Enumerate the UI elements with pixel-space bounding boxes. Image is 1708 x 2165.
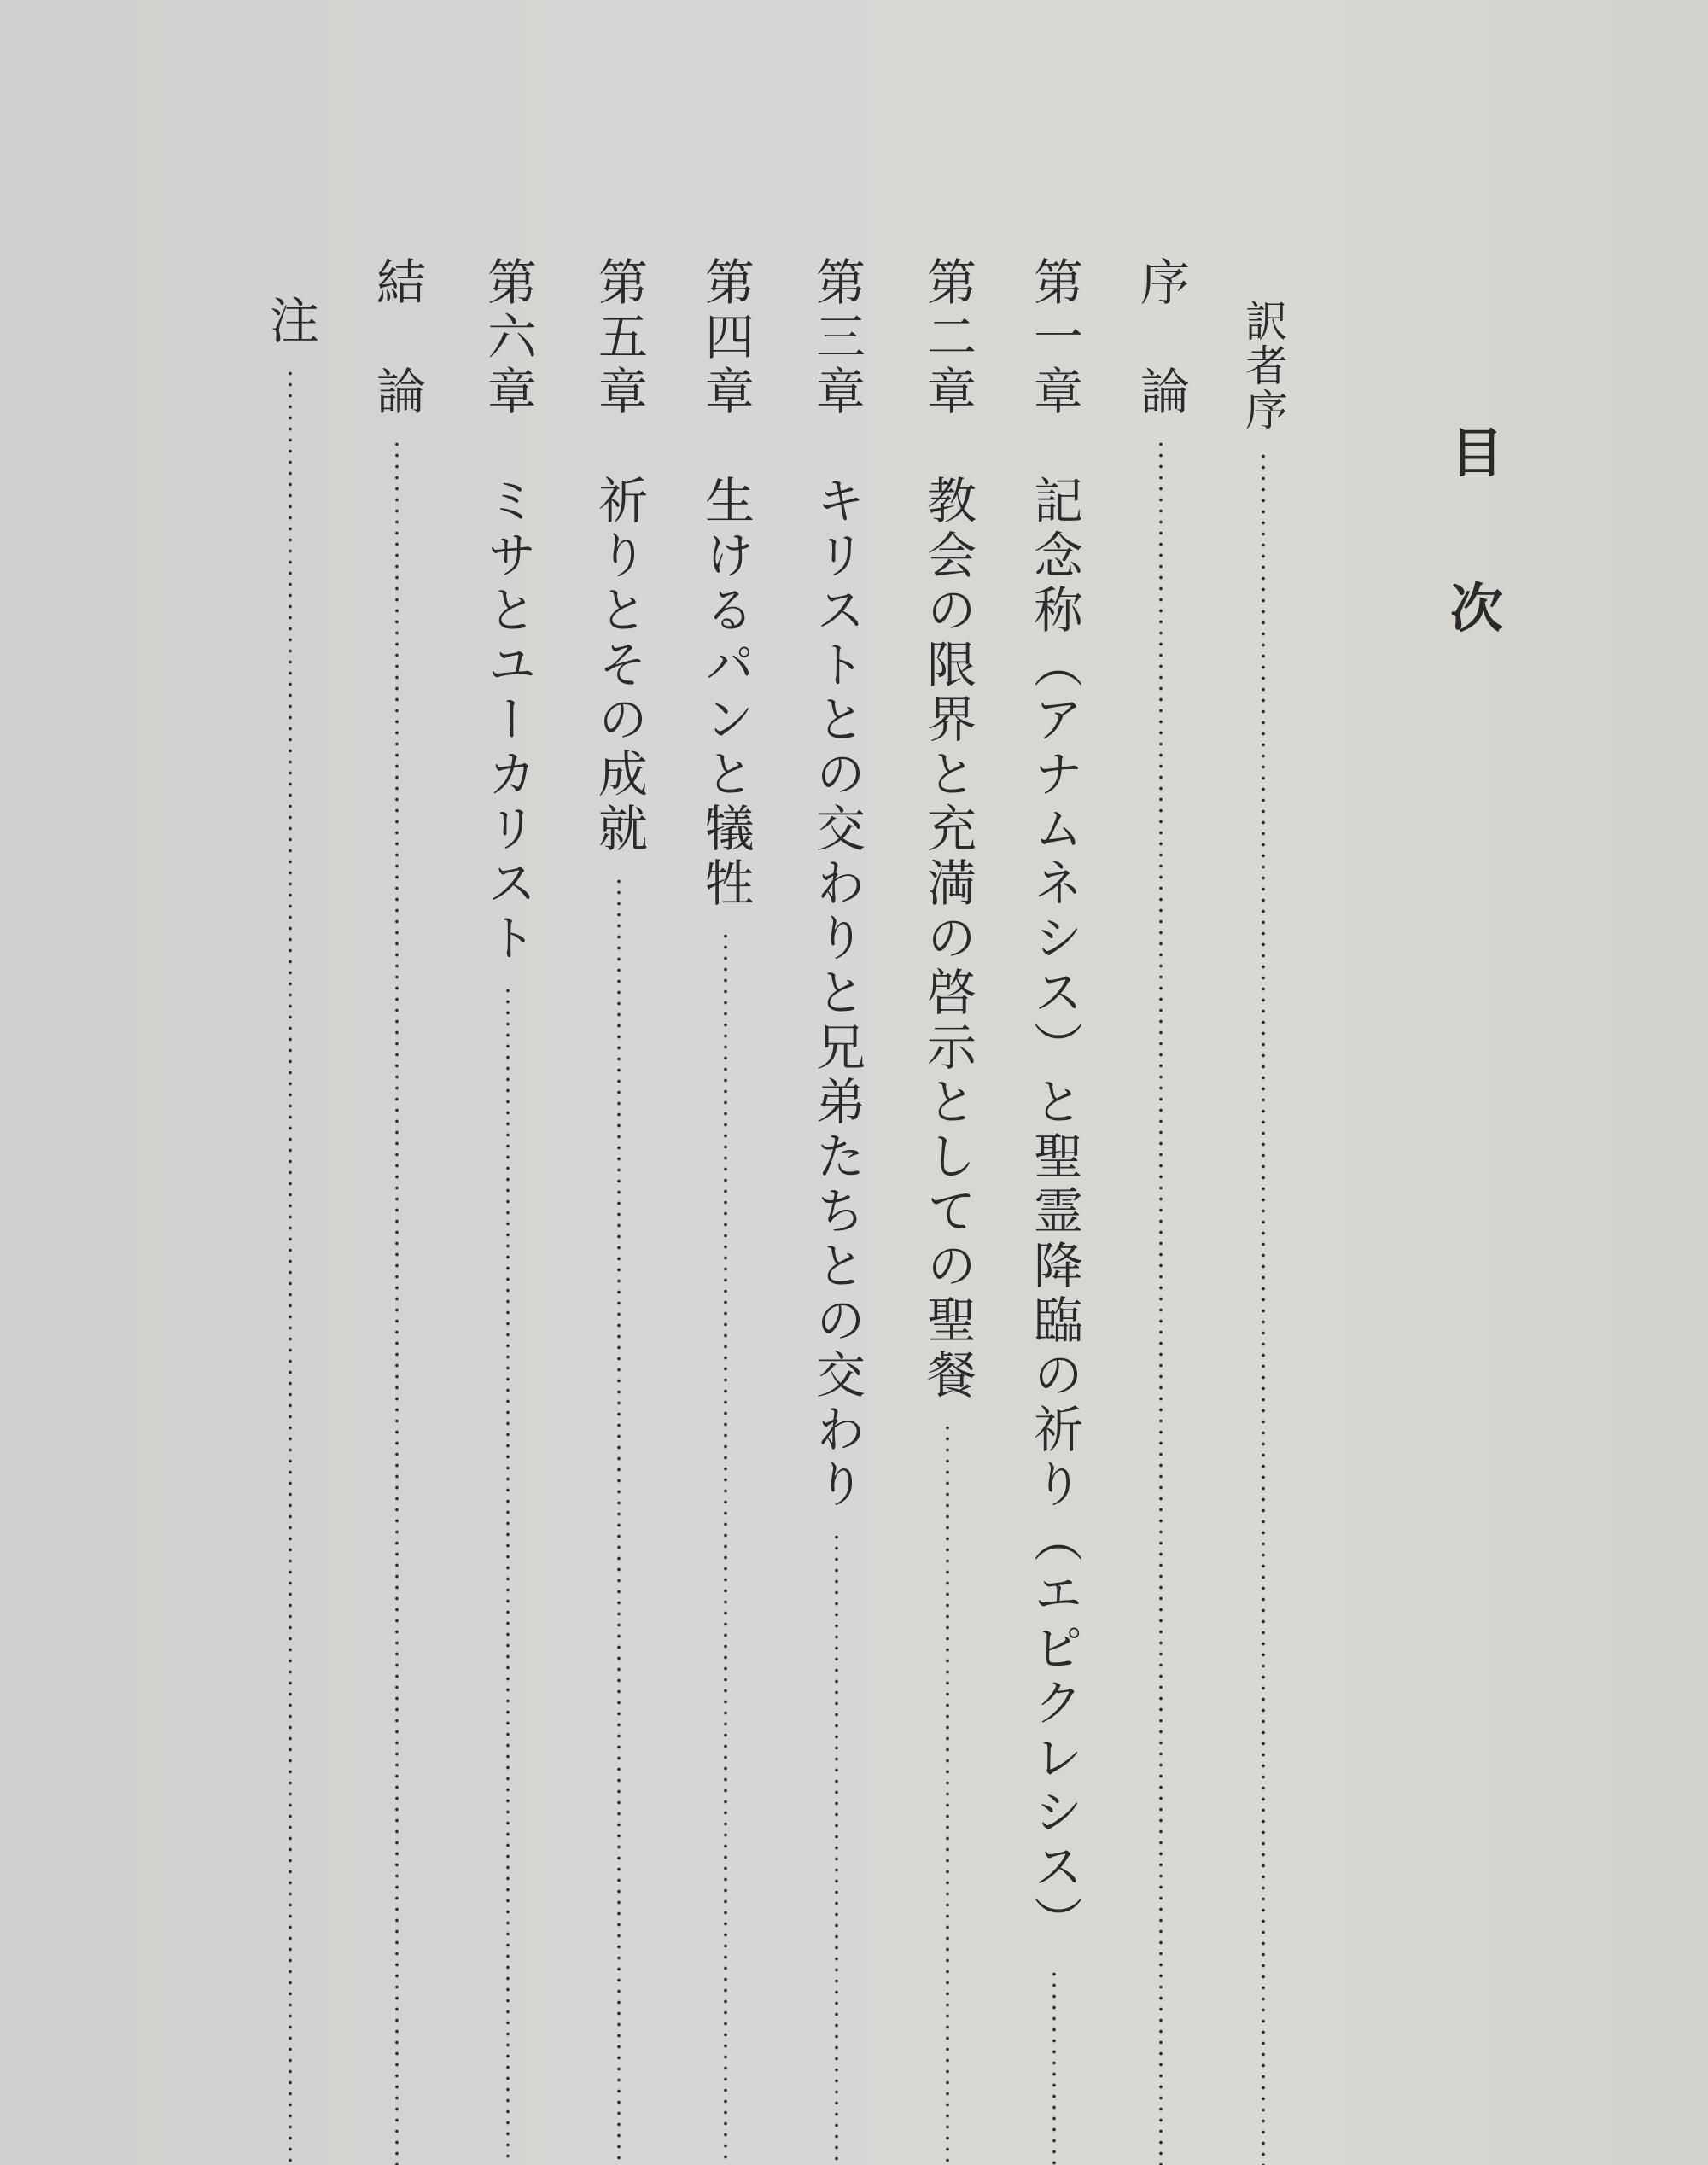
dot-leader (506, 985, 510, 2165)
dot-leader (1052, 1969, 1056, 2165)
toc-entry-label: 第一章 記念称（アナムネシス）と聖霊降臨の祈り（エピクレシス） (1025, 256, 1083, 1950)
toc-entry-label: 第四章 生けるパンと犠牲 (697, 256, 755, 912)
dot-leader (724, 931, 727, 2165)
toc-entry-notes[interactable] (252, 295, 329, 2165)
dot-leader (395, 439, 399, 2165)
toc-entry-conclusion[interactable] (359, 256, 435, 2165)
dot-leader (1262, 451, 1265, 2165)
toc-entry-chapter-6[interactable] (469, 256, 546, 2165)
toc-heading (1434, 422, 1519, 683)
toc-entry-label: 結 論 (368, 256, 426, 420)
toc-entry-label: 訳者序 (1239, 299, 1288, 432)
dot-leader (617, 876, 621, 2165)
toc-entry-chapter-2[interactable] (909, 256, 986, 2165)
dot-leader (1159, 439, 1163, 2165)
toc-entry-chapter-3[interactable] (798, 256, 875, 2165)
toc-entry-label: 第五章 祈りとその成就 (590, 256, 648, 857)
toc-entry-label: 序 論 (1132, 256, 1190, 420)
toc-entry-chapter-1[interactable] (1016, 256, 1093, 2165)
toc-heading-char-1: 目 (1449, 422, 1503, 484)
toc-entry-introduction[interactable] (1122, 256, 1199, 2165)
toc-heading-char-2: 次 (1449, 577, 1503, 639)
toc-entry-chapter-5[interactable] (580, 256, 657, 2165)
toc-entry-label: 注 (261, 295, 319, 349)
dot-leader (835, 1532, 838, 2165)
toc-entry-label: 第二章 教会の限界と充満の啓示としての聖餐 (918, 256, 976, 1403)
dot-leader (946, 1422, 949, 2165)
toc-entry-chapter-4[interactable] (687, 256, 764, 2165)
toc-entry-label: 第六章 ミサとユーカリスト (479, 256, 537, 966)
dot-leader (289, 368, 292, 2165)
toc-entry-label: 第三章 キリストとの交わりと兄弟たちとの交わり (807, 256, 866, 1513)
toc-entry-translator-preface[interactable] (1225, 299, 1302, 2165)
